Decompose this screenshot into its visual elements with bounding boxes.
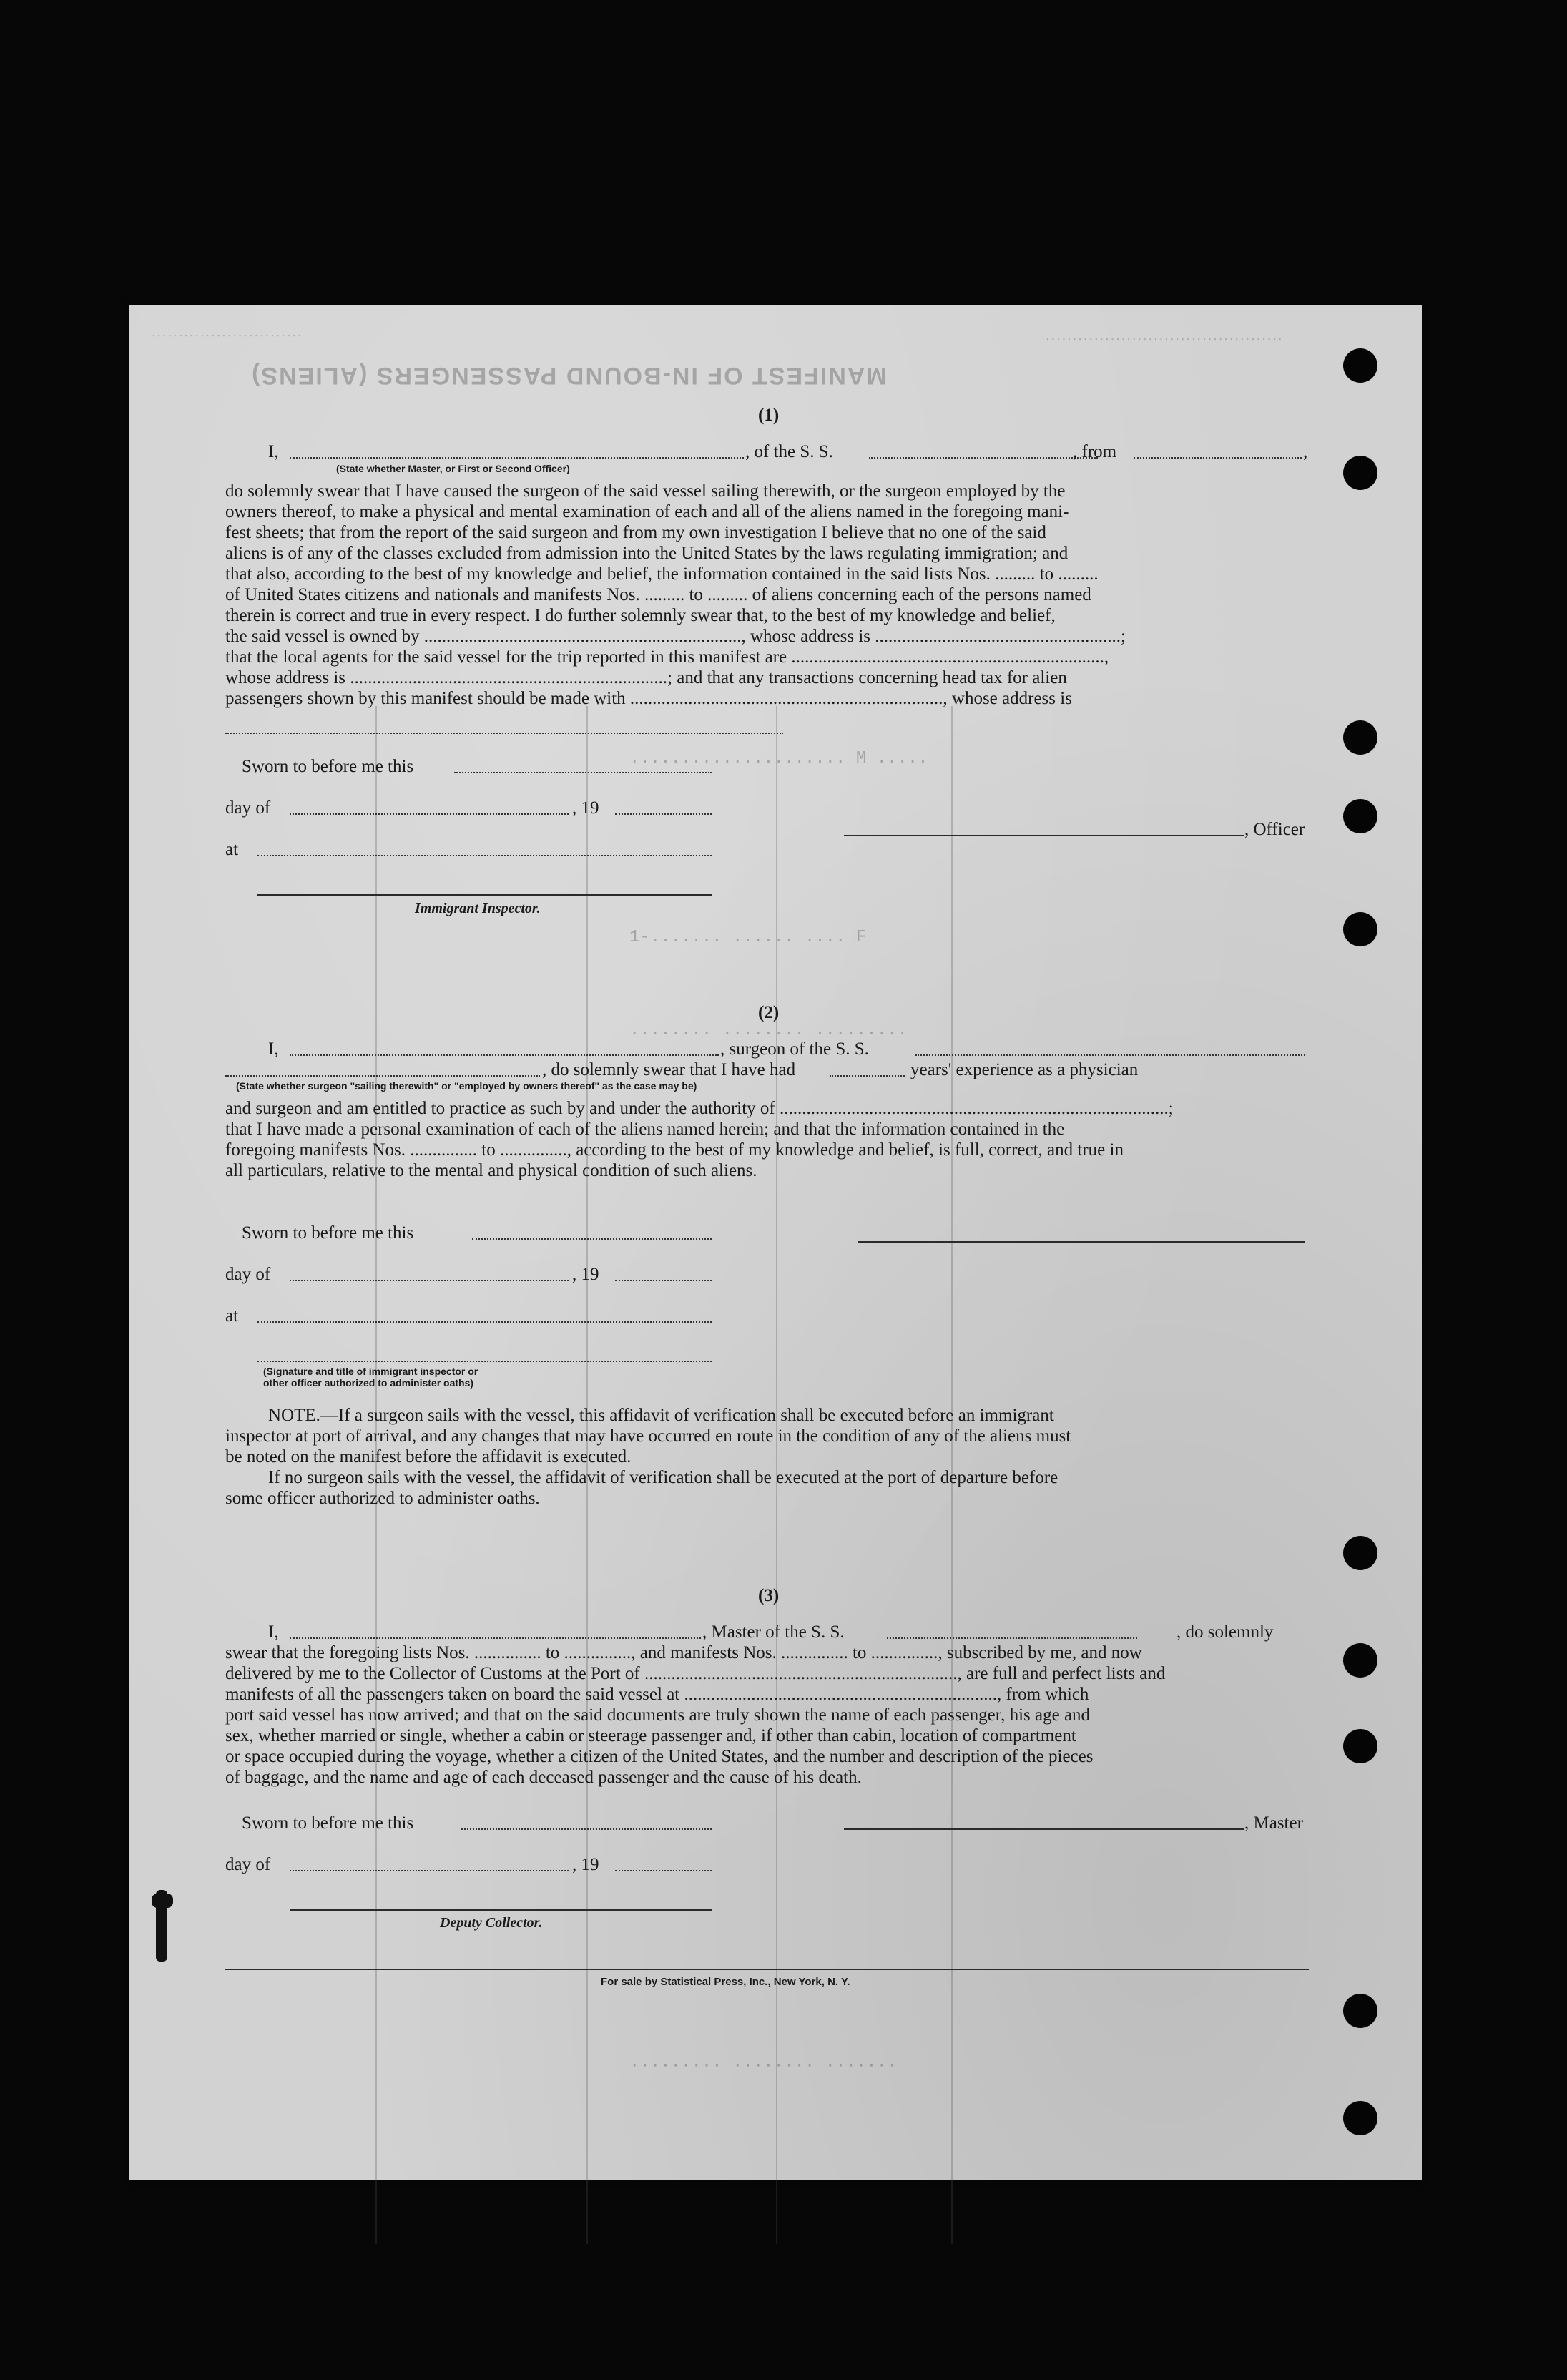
s2-sworn-label: Sworn to before me this — [242, 1223, 414, 1243]
binder-hole — [1343, 720, 1377, 755]
s1-vessel-blank — [869, 457, 1098, 459]
s2-year-blank — [615, 1280, 712, 1281]
note-label: NOTE. — [268, 1406, 320, 1425]
s2-line: foregoing manifests Nos. ............... to ..............., according to the best of my knowledge and belief, is full, correct, and true in — [225, 1140, 1124, 1160]
s3-swear-label: , do solemnly — [1177, 1622, 1274, 1642]
s1-inspector-caption: Immigrant Inspector. — [415, 901, 541, 916]
s1-line: therein is correct and true in every respect. I do further solemnly swear that, to the best of my knowledge and belief, — [225, 606, 1056, 625]
s1-address-continuation-blank — [225, 733, 783, 734]
s1-role-caption: (State whether Master, or First or Second Officer) — [336, 463, 570, 474]
bleed-through-header-right: ............................................ — [1044, 335, 1282, 351]
s3-line: or space occupied during the voyage, whether a citizen of the United States, and the number and description of the pieces — [225, 1747, 1094, 1766]
s3-master-of: , Master of the S. S. — [702, 1622, 845, 1642]
note-text: —If a surgeon sails with the vessel, this affidavit of verification shall be executed before an immigrant — [320, 1406, 1054, 1425]
s1-day-of-label: day of — [225, 798, 271, 818]
s2-swear-had: , do solemnly swear that I have had — [542, 1060, 796, 1079]
s1-of-ss: , of the S. S. — [745, 442, 833, 461]
binder-hole — [1343, 912, 1377, 946]
s2-at-blank — [257, 1321, 712, 1323]
s3-line: manifests of all the passengers taken on board the said vessel at ......................................................................, from which — [225, 1685, 1089, 1704]
s3-vessel-blank — [887, 1637, 1137, 1639]
footer-rule — [225, 1969, 1309, 1970]
s2-years-exp: years' experience as a physician — [910, 1060, 1139, 1079]
s2-role-caption: (State whether surgeon "sailing therewith" or "employed by owners thereof" as the case may be) — [236, 1080, 697, 1092]
s1-line: fest sheets; that from the report of the said surgeon and from my own investigation I believe that no one of the said — [225, 523, 1046, 542]
binder-hole — [1343, 1643, 1377, 1678]
bleed-through-entry: 1-....... ...... .... F — [629, 928, 867, 947]
binder-hole — [1343, 799, 1377, 833]
binder-hole — [1343, 1729, 1377, 1763]
s3-name-blank — [290, 1637, 701, 1639]
s2-vessel-blank — [915, 1054, 1305, 1056]
s2-sworn-blank — [472, 1238, 712, 1240]
s3-line: swear that the foregoing lists Nos. ............... to ..............., and manifests Nos. ............... to ..............., subscribed by me, and now — [225, 1643, 1142, 1662]
form-sheet — [129, 305, 1422, 2180]
s1-i-label: I, — [268, 442, 279, 461]
s1-line: passengers shown by this manifest should be made with ......................................................................, whose address is — [225, 689, 1072, 708]
bleed-through-entry: ........ ........ ......... — [629, 1021, 908, 1040]
s3-sworn-label: Sworn to before me this — [242, 1813, 414, 1833]
s1-line: do solemnly swear that I have caused the surgeon of the said vessel sailing therewith, or the surgeon employed by the — [225, 481, 1066, 501]
s3-i-label: I, — [268, 1622, 279, 1642]
note-line: some officer authorized to administer oaths. — [225, 1489, 540, 1508]
s1-name-blank — [290, 457, 744, 459]
s1-year-label: , 19 — [572, 798, 599, 818]
s1-line: whose address is .......................................................................; and that any transactions concerning head tax for alien — [225, 668, 1067, 687]
s3-collector-caption: Deputy Collector. — [440, 1915, 543, 1931]
s2-at-label: at — [225, 1306, 239, 1326]
bleed-through-entry: ..................... M ..... — [629, 749, 928, 768]
s2-name-blank — [290, 1054, 719, 1056]
s3-day-blank — [290, 1870, 569, 1871]
note-paragraph-1 — [268, 1405, 1307, 1426]
bleed-through-title: MANIFEST OF IN-BOUND PASSENGERS (ALIENS) — [250, 362, 887, 389]
section-3-label: (3) — [758, 1586, 780, 1605]
s2-line: all particulars, relative to the mental and physical condition of such aliens. — [225, 1161, 757, 1180]
s3-line: port said vessel has now arrived; and that on the said documents are truly shown the name of each passenger, his age and — [225, 1705, 1091, 1725]
s1-officer-label: , Officer — [1244, 820, 1305, 839]
bleed-through-header-left: ............................ — [150, 331, 302, 347]
s2-sig-caption-1: (Signature and title of immigrant inspector or — [263, 1366, 478, 1377]
s1-line: aliens is of any of the classes excluded from admission into the United States by the laws regulating immigration; and — [225, 544, 1069, 563]
s1-line: that also, according to the best of my knowledge and belief, the information contained in the said lists Nos. ......... to ......... — [225, 564, 1099, 584]
s3-line: sex, whether married or single, whether a cabin or steerage passenger and, if other than cabin, location of compartment — [225, 1726, 1076, 1745]
s1-inspector-signature-line — [257, 894, 712, 896]
s1-at-blank — [257, 855, 712, 856]
binder-hole — [1343, 456, 1377, 490]
note-line: If no surgeon sails with the vessel, the affidavit of verification shall be executed at the port of departure before — [268, 1468, 1058, 1487]
note-line: be noted on the manifest before the affidavit is executed. — [225, 1447, 632, 1466]
binder-hole — [1343, 1536, 1377, 1570]
ink-smudge — [152, 1894, 173, 1908]
binder-hole — [1343, 1994, 1377, 2028]
s3-day-of-label: day of — [225, 1855, 271, 1874]
binder-hole — [1343, 2101, 1377, 2135]
note-line: inspector at port of arrival, and any changes that may have occurred en route in the condition of any of the aliens must — [225, 1426, 1071, 1446]
section-1-label: (1) — [758, 406, 780, 425]
s1-line: the said vessel is owned by ......................................................................., whose address is .......................................................; — [225, 627, 1126, 646]
s2-line: that I have made a personal examination of each of the aliens named herein; and that the information contained in the — [225, 1120, 1065, 1139]
s1-day-blank — [290, 813, 569, 815]
s2-line: and surgeon and am entitled to practice as such by and under the authority of .......................................................................................; — [225, 1099, 1174, 1118]
s2-sig-caption-2: other officer authorized to administer oaths) — [263, 1377, 474, 1389]
s3-master-signature-line — [844, 1828, 1244, 1830]
binder-hole — [1343, 348, 1377, 383]
s3-year-blank — [615, 1870, 712, 1871]
s3-line: delivered by me to the Collector of Customs at the Port of ......................................................................, are full and perfect lists and — [225, 1664, 1166, 1683]
printer-credit: For sale by Statistical Press, Inc., New York, N. Y. — [601, 1976, 850, 1988]
s3-line: of baggage, and the name and age of each deceased passenger and the cause of his death. — [225, 1768, 862, 1787]
s1-end-comma: , — [1303, 442, 1308, 461]
s1-at-label: at — [225, 840, 239, 859]
bleed-through-entry: ....... ........ ......... — [629, 2058, 898, 2077]
s2-day-of-label: day of — [225, 1265, 271, 1284]
s3-master-label: , Master — [1244, 1813, 1303, 1833]
s2-day-blank — [290, 1280, 569, 1281]
s1-sworn-blank — [454, 772, 712, 773]
s1-line: owners thereof, to make a physical and mental examination of each and all of the aliens named in the foregoing mani- — [225, 502, 1069, 521]
s2-year-label: , 19 — [572, 1265, 599, 1284]
s1-from: , from — [1073, 442, 1117, 461]
s1-line: that the local agents for the said vessel for the trip reported in this manifest are ......................................................................, — [225, 647, 1109, 667]
s1-officer-signature-line — [844, 835, 1244, 836]
s2-signature-blank — [257, 1361, 712, 1362]
s1-year-blank — [615, 813, 712, 815]
s2-surgeon-of: , surgeon of the S. S. — [720, 1039, 869, 1059]
s2-title-blank — [225, 1075, 540, 1077]
s3-collector-signature-line — [290, 1909, 712, 1911]
s1-line: of United States citizens and nationals and manifests Nos. ......... to ......... of aliens concerning each of the persons named — [225, 585, 1091, 604]
section-2-label: (2) — [758, 1003, 780, 1022]
s3-sworn-blank — [461, 1828, 712, 1830]
s2-years-blank — [830, 1075, 905, 1077]
s1-from-blank — [1134, 457, 1302, 459]
s2-i-label: I, — [268, 1039, 279, 1059]
s1-sworn-label: Sworn to before me this — [242, 757, 414, 776]
s3-year-label: , 19 — [572, 1855, 599, 1874]
s2-surgeon-signature-line — [858, 1241, 1305, 1243]
